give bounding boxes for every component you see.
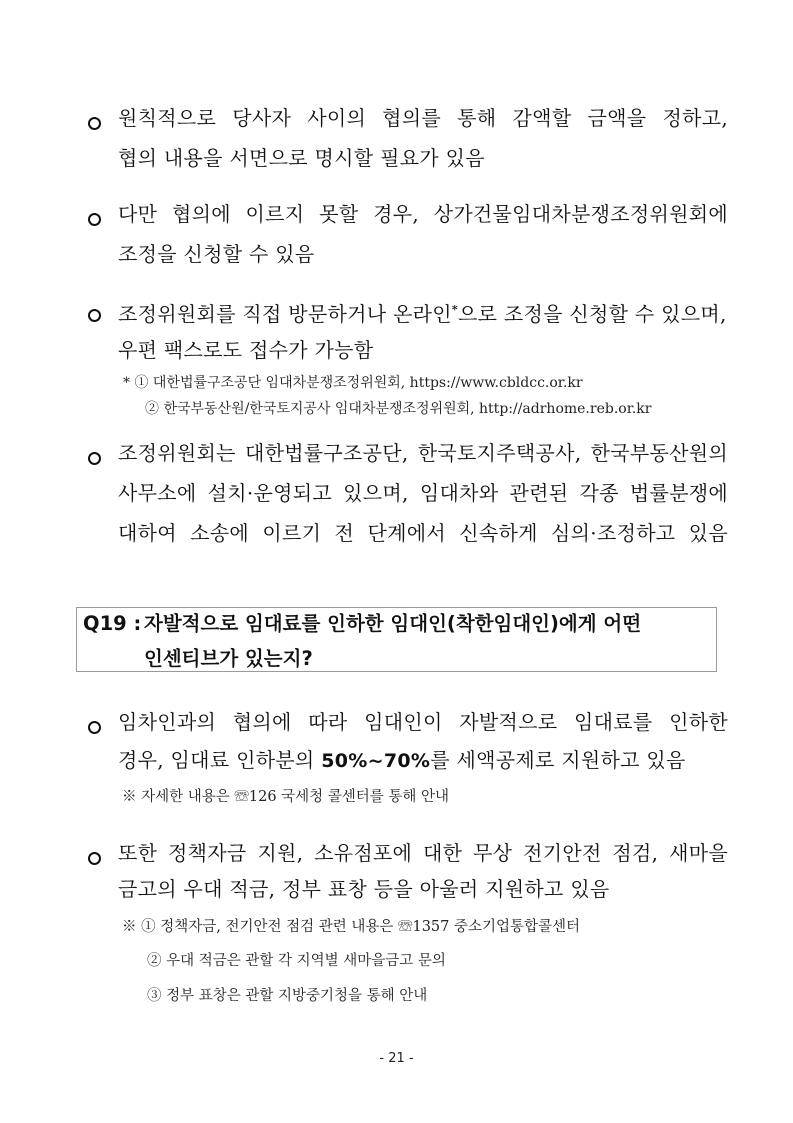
- paragraph-3-line-1: [118, 298, 728, 326]
- hollow-circle-bullet-icon: [88, 852, 101, 865]
- paragraph-1-line-1: 원칙적으로 당사자 사이의 협의를 통해 감액할 금액을 정하고,: [118, 106, 728, 130]
- answer-1-text-b: 를 세액공제로 지원하고 있음: [430, 748, 686, 772]
- paragraph-4-line-3: 대하여 소송에 이르기 전 단계에서 신속하게 심의·조정하고 있음: [118, 521, 728, 545]
- answer-1-line-1: 임차인과의 협의에 따라 임대인이 자발적으로 임대료를 인하한: [118, 710, 728, 734]
- hollow-circle-bullet-icon: [88, 213, 101, 226]
- answer-2-note-2: ② 우대 적금은 관할 각 지역별 새마을금고 문의: [147, 953, 446, 969]
- answer-1-line-2: [118, 748, 728, 772]
- paragraph-3-text-b: 으로 조정을 신청할 수 있으며,: [457, 302, 727, 326]
- paragraph-4-line-2: 사무소에 설치·운영되고 있으며, 임대차와 관련된 각종 법률분쟁에: [118, 481, 728, 505]
- question-label: Q19 :: [83, 612, 142, 635]
- question-line-2: 인센티브가 있는지?: [144, 647, 313, 670]
- answer-1-note: ※ 자세한 내용은 ☏126 국세청 콜센터를 통해 안내: [122, 789, 450, 805]
- hollow-circle-bullet-icon: [88, 721, 101, 734]
- paragraph-3-note-2: ② 한국부동산원/한국토지공사 임대차분쟁조정위원회, http://adrhome.reb.or.kr: [145, 401, 652, 417]
- paragraph-3-line-2: 우편 팩스로도 접수가 가능함: [118, 338, 374, 362]
- answer-2-line-1: 또한 정책자금 지원, 소유점포에 대한 무상 전기안전 점검, 새마을: [118, 841, 728, 865]
- paragraph-3-note-1: * ① 대한법률구조공단 임대차분쟁조정위원회, https://www.cbldcc.or.kr: [123, 375, 583, 391]
- deduction-rate: 50%~70%: [321, 750, 431, 772]
- paragraph-3-text-a: 조정위원회를 직접 방문하거나 온라인: [118, 302, 452, 326]
- answer-2-note-1: ※ ① 정책자금, 전기안전 점검 관련 내용은 ☏1357 중소기업통합콜센터: [122, 919, 581, 935]
- answer-1-text-a: 경우, 임대료 인하분의: [118, 748, 322, 772]
- answer-2-line-2: 금고의 우대 적금, 정부 표창 등을 아울러 지원하고 있음: [118, 877, 610, 901]
- hollow-circle-bullet-icon: [88, 117, 101, 130]
- hollow-circle-bullet-icon: [88, 309, 101, 322]
- paragraph-1-line-2: 협의 내용을 서면으로 명시할 필요가 있음: [118, 146, 485, 170]
- answer-2-note-3: ③ 정부 표창은 관할 지방중기청을 통해 안내: [147, 988, 428, 1004]
- question-line-1: 자발적으로 임대료를 인하한 임대인(착한임대인)에게 어떤: [144, 612, 642, 635]
- footnote-marker: *: [451, 303, 458, 316]
- answer-1-line-2-content: [118, 748, 686, 772]
- paragraph-2-line-2: 조정을 신청할 수 있음: [118, 242, 315, 266]
- paragraph-3-line-1-a: [118, 298, 727, 326]
- page-number: - 21 -: [379, 1051, 414, 1066]
- hollow-circle-bullet-icon: [88, 452, 101, 465]
- paragraph-2-line-1: 다만 협의에 이르지 못할 경우, 상가건물임대차분쟁조정위원회에: [118, 202, 728, 226]
- paragraph-4-line-1: 조정위원회는 대한법률구조공단, 한국토지주택공사, 한국부동산원의: [118, 441, 728, 465]
